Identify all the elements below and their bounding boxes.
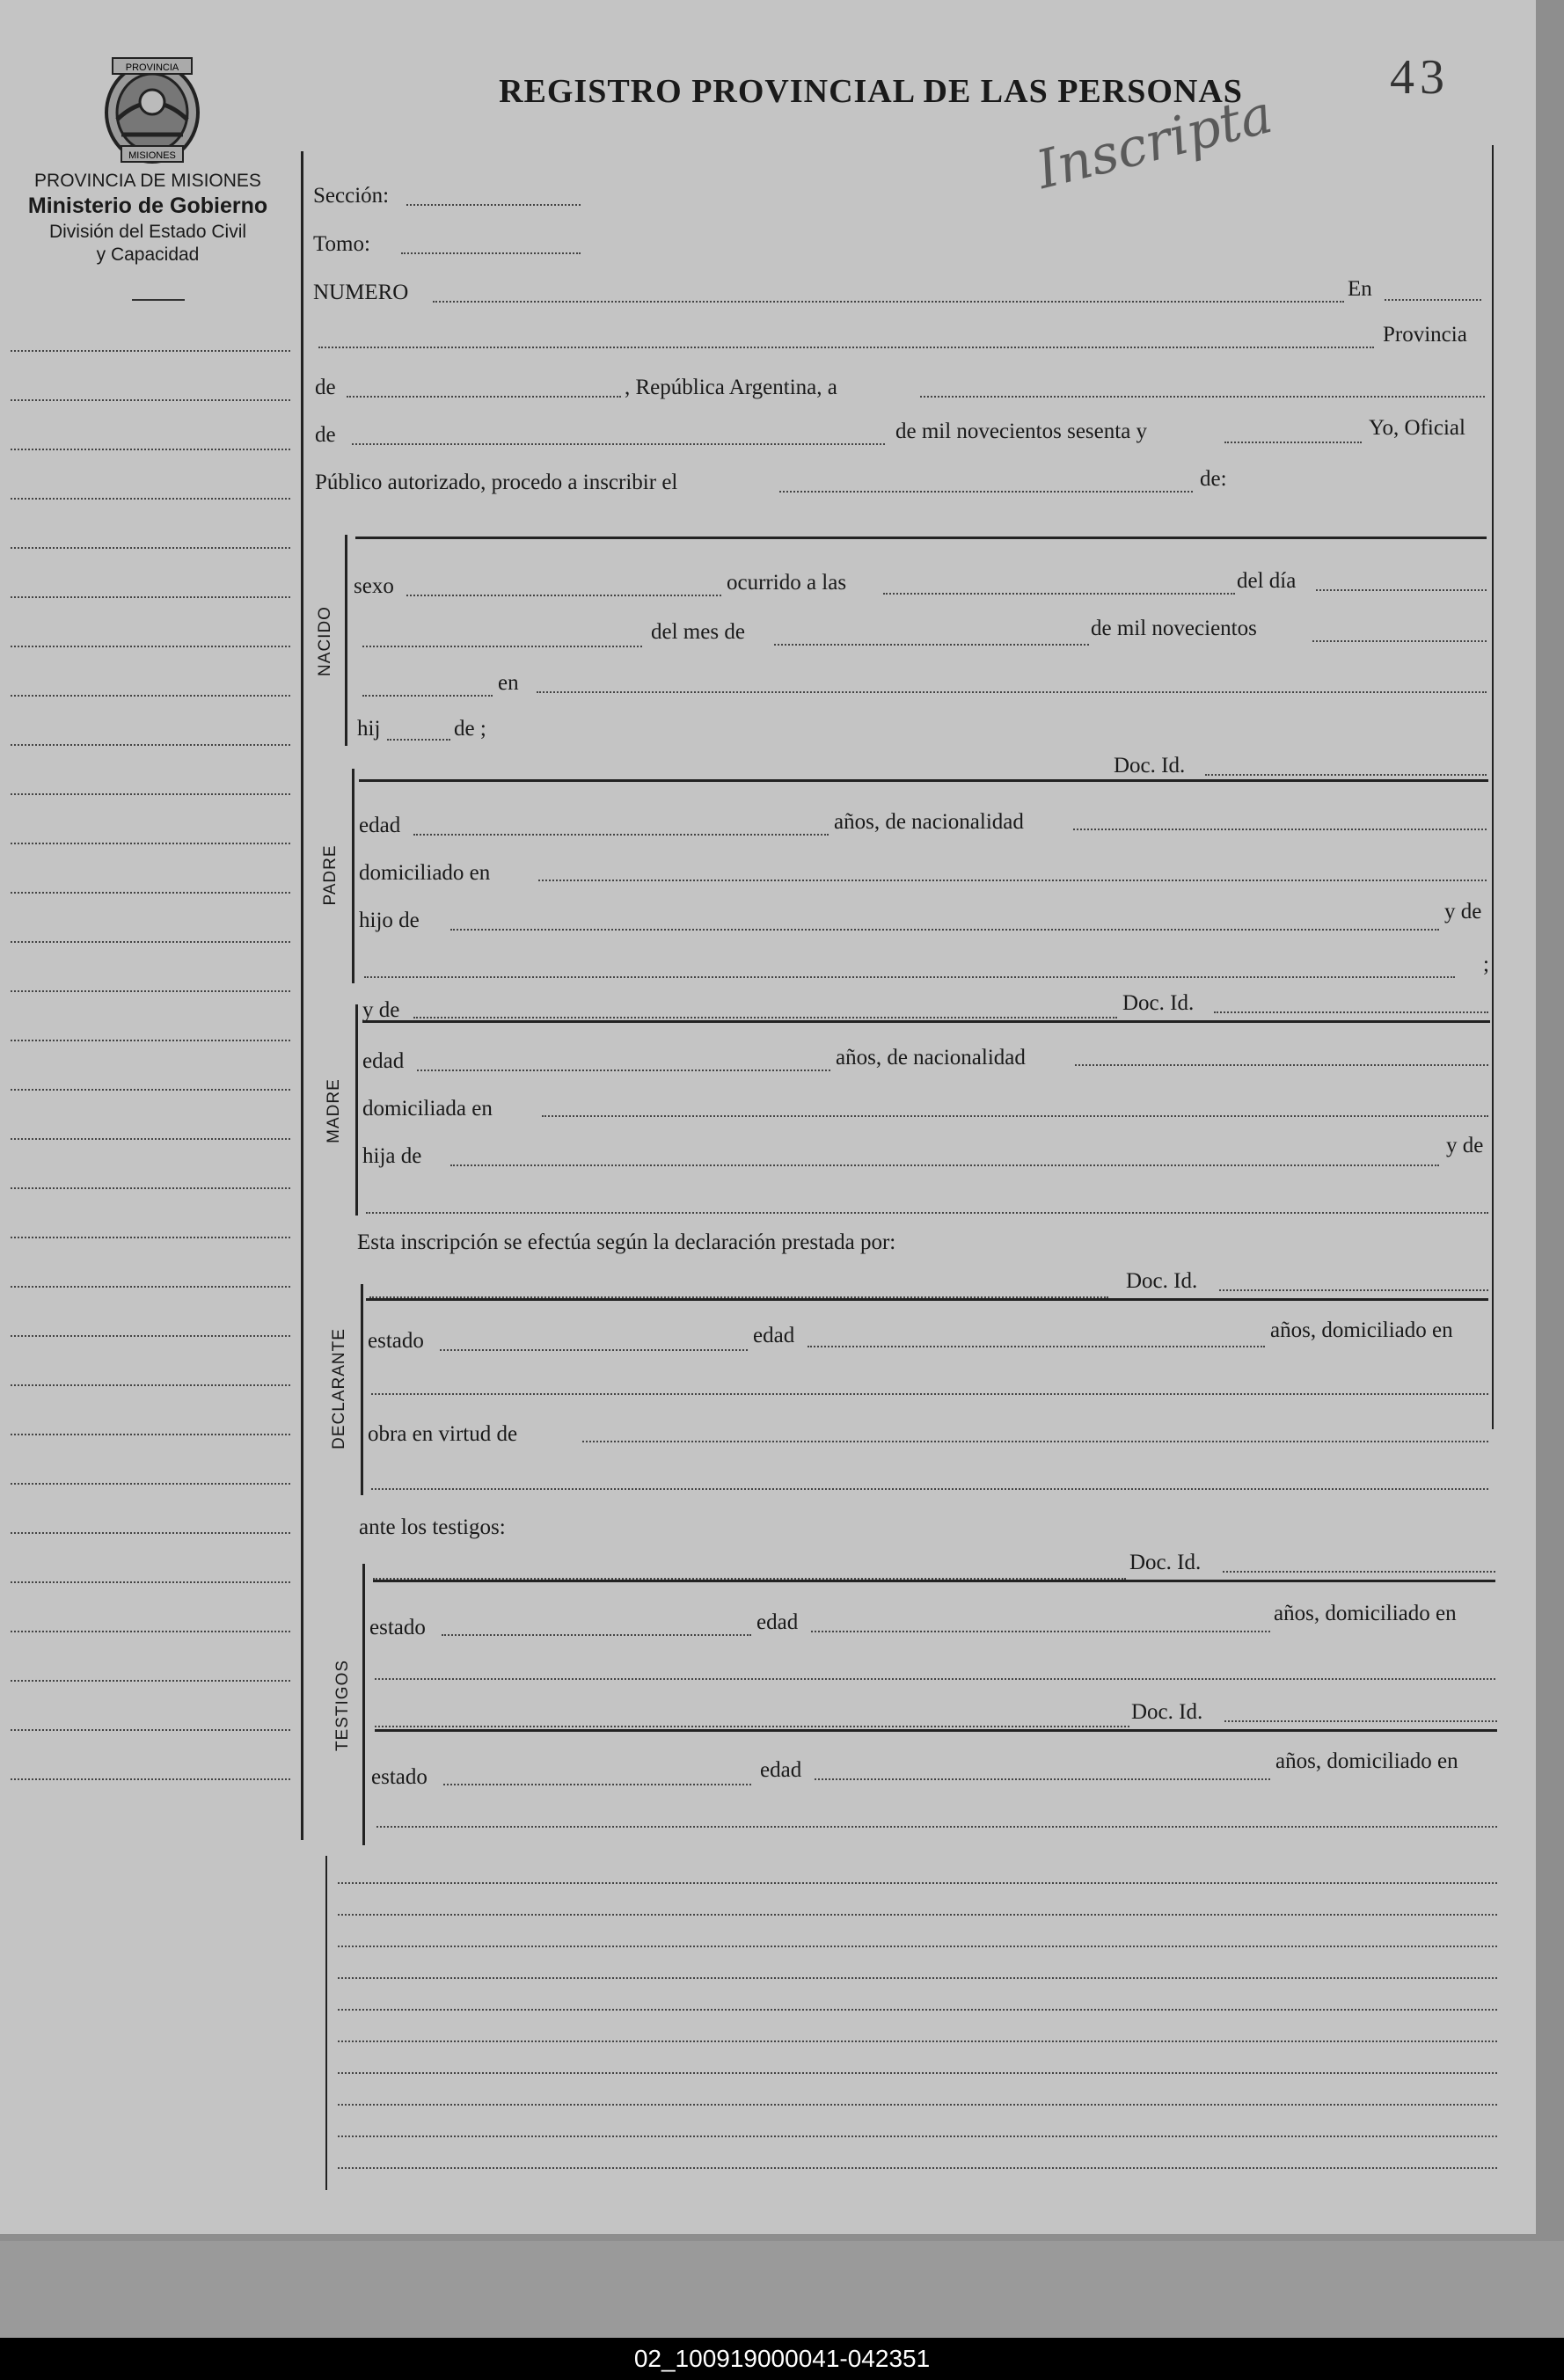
left-ruled-line[interactable] [11,1778,290,1780]
nacido-name-line[interactable] [355,537,1487,539]
testigo2-nombre-pre-field[interactable] [375,1726,1129,1727]
declaracion-text: Esta inscripción se efectúa según la declaración prestada por: [357,1230,896,1254]
notes-ruled-line[interactable] [338,2167,1497,2169]
notes-ruled-line[interactable] [338,1977,1497,1979]
testigo2-estado-label: estado [371,1765,428,1789]
testigo1-edad-label: edad [756,1610,799,1634]
madre-hija-field[interactable] [450,1164,1439,1166]
testigo1-domicilio-label: años, domiciliado en [1274,1602,1457,1625]
notes-ruled-line[interactable] [338,2041,1497,2042]
left-ruled-line[interactable] [11,449,290,450]
declarante-section-label: DECLARANTE [330,1328,348,1449]
declarante-doc-label: Doc. Id. [1126,1269,1198,1293]
sexo-field[interactable] [406,595,721,596]
dia-field[interactable] [1316,589,1487,591]
ocurrido-label: ocurrido a las [727,571,847,595]
page-number: 43 [1390,50,1450,105]
padre-semicolon: ; [1483,953,1489,976]
tomo-label: Tomo: [313,232,370,256]
left-column-divider [301,151,303,1840]
notes-ruled-line[interactable] [338,2135,1497,2137]
anio-nacimiento-field[interactable] [1312,640,1487,642]
handwritten-stamp: Inscripta [1030,84,1279,201]
publico-label: Público autorizado, procedo a inscribir el [315,471,678,494]
madre-doc-field[interactable] [1214,1011,1488,1013]
testigo2-edad-label: edad [760,1758,802,1782]
testigo2-doc-field[interactable] [1224,1720,1497,1722]
en-label: En [1348,277,1372,301]
right-edge-line [1492,145,1494,1429]
padre-y-de-field[interactable] [364,976,1455,978]
coat-of-arms-emblem [95,51,209,165]
madre-y-de-label: y de [1446,1134,1484,1157]
testigo1-name-line[interactable] [373,1580,1495,1582]
hij-de-label: de ; [454,717,486,741]
left-ruled-line[interactable] [11,990,290,992]
testigos-bracket [362,1564,365,1845]
testigos-section-label: TESTIGOS [333,1659,352,1752]
notes-ruled-line[interactable] [338,1946,1497,1947]
testigo1-domicilio-field[interactable] [375,1678,1495,1680]
testigo1-doc-label: Doc. Id. [1129,1551,1202,1574]
tomo-field[interactable] [401,252,581,254]
testigo1-edad-field[interactable] [811,1631,1270,1632]
left-ruled-line[interactable] [11,399,290,401]
declarante-estado-field[interactable] [440,1349,748,1351]
left-ruled-line[interactable] [11,744,290,746]
madre-edad-label: edad [362,1049,405,1073]
padre-nacionalidad-field[interactable] [1073,829,1487,830]
padre-domicilio-field[interactable] [538,880,1487,881]
madre-name-line[interactable] [362,1020,1490,1023]
de-label: de [315,376,336,399]
left-ruled-line[interactable] [11,1237,290,1238]
madre-bracket [355,1004,358,1216]
padre-nacionalidad-label: años, de nacionalidad [834,810,1024,834]
left-ruled-line[interactable] [11,1532,290,1534]
scan-footer [0,2338,1564,2380]
left-ruled-line[interactable] [11,646,290,647]
testigo2-edad-field[interactable] [815,1778,1270,1780]
padre-bracket [352,769,354,983]
declarante-name-line[interactable] [366,1298,1488,1301]
scan-margin [0,2241,1564,2338]
mil-novecientos-label: de mil novecientos [1091,617,1257,640]
hij-field[interactable] [387,739,450,741]
left-ruled-line[interactable] [11,1089,290,1091]
madre-y-de-start-label: y de [362,998,400,1022]
nacido-section-label: NACIDO [316,606,334,676]
seccion-label: Sección: [313,184,390,208]
madre-section-label: MADRE [325,1078,343,1143]
left-ruled-line[interactable] [11,350,290,352]
notes-ruled-line[interactable] [338,2104,1497,2106]
padre-doc-label: Doc. Id. [1114,754,1186,778]
left-ruled-line[interactable] [11,892,290,894]
padre-hijo-label: hijo de [359,909,420,932]
emblem-bottom-text: MISIONES [128,150,176,161]
en-place-field[interactable] [318,347,1374,348]
declarante-obra-label: obra en virtud de [368,1422,518,1446]
padre-domicilio-label: domiciliado en [359,861,491,885]
province-label: PROVINCIA DE MISIONES [34,171,261,191]
de-field[interactable] [347,396,621,398]
left-ruled-line[interactable] [11,1483,290,1485]
divider [132,299,185,301]
lugar-nacimiento-field[interactable] [537,691,1487,693]
en-field[interactable] [1385,299,1481,301]
madre-domicilio-field[interactable] [542,1115,1488,1117]
fecha-field[interactable] [920,396,1485,398]
left-ruled-line[interactable] [11,1187,290,1189]
mes-nacimiento-field[interactable] [774,644,1089,646]
testigo1-estado-field[interactable] [442,1634,751,1636]
testigo2-estado-field[interactable] [443,1784,751,1785]
yo-oficial-label: Yo, Oficial [1369,416,1465,440]
republica-label: , República Argentina, a [625,376,837,399]
madre-nombre-field[interactable] [413,1017,1117,1018]
numero-label: NUMERO [313,281,409,304]
declarante-bracket [361,1284,363,1495]
hij-label: hij [357,717,381,741]
madre-y-de-field[interactable] [366,1212,1488,1214]
left-ruled-line[interactable] [11,1581,290,1583]
del-dia-label: del día [1237,569,1297,593]
declarante-domicilio-label: años, domiciliado en [1270,1318,1453,1342]
del-mes-label: del mes de [651,620,745,644]
left-ruled-line[interactable] [11,695,290,697]
file-id-label: 02_100919000041-042351 [633,2345,931,2372]
padre-edad-field[interactable] [413,834,829,836]
left-ruled-line[interactable] [11,1335,290,1337]
lugar-pre-field[interactable] [362,695,493,697]
nacido-bracket [345,535,347,746]
seccion-field[interactable] [406,204,581,206]
padre-hijo-field[interactable] [450,929,1439,931]
left-ruled-line[interactable] [11,498,290,500]
left-ruled-line[interactable] [11,1729,290,1731]
padre-edad-label: edad [359,814,401,837]
left-ruled-line[interactable] [11,1434,290,1435]
left-ruled-line[interactable] [11,1384,290,1386]
testigo2-doc-label: Doc. Id. [1131,1700,1203,1724]
padre-y-de-label: y de [1444,900,1482,924]
declarante-domicilio-field[interactable] [371,1393,1488,1395]
madre-hija-label: hija de [362,1144,422,1168]
padre-doc-field[interactable] [1205,774,1487,776]
left-ruled-line[interactable] [11,843,290,844]
ministry-label: Ministerio de Gobierno [27,193,268,218]
numero-field[interactable] [433,301,1344,303]
declarante-estado-label: estado [368,1329,424,1353]
testigo1-doc-field[interactable] [1223,1571,1495,1573]
novecientos-sesenta-label: de mil novecientos sesenta y [895,420,1148,443]
en-nacido-label: en [498,671,519,695]
dia-cont-field[interactable] [362,646,642,647]
division-label-2: y Capacidad [96,245,200,265]
left-ruled-line[interactable] [11,1286,290,1288]
madre-doc-label: Doc. Id. [1122,991,1195,1015]
padre-name-line[interactable] [359,779,1488,782]
emblem-top-text: PROVINCIA [125,62,179,73]
madre-nacionalidad-field[interactable] [1075,1064,1488,1066]
madre-domicilio-label: domiciliada en [362,1097,493,1121]
provincia-label: Provincia [1383,323,1467,347]
page-title: REGISTRO PROVINCIAL DE LAS PERSONAS [499,73,1243,110]
testigo2-domicilio-label: años, domiciliado en [1275,1749,1458,1773]
padre-section-label: PADRE [321,844,340,906]
left-ruled-line[interactable] [11,1631,290,1632]
declarante-obra-field[interactable] [582,1441,1488,1442]
declarante-obra-field-2[interactable] [371,1488,1488,1490]
madre-edad-field[interactable] [417,1070,830,1071]
left-ruled-line[interactable] [11,596,290,598]
left-ruled-line[interactable] [11,793,290,795]
notes-ruled-line[interactable] [338,2072,1497,2074]
declarante-edad-label: edad [753,1324,795,1347]
testigo2-domicilio-field[interactable] [376,1826,1497,1828]
de2-label: de [315,423,336,447]
anio-field[interactable] [1224,442,1362,443]
notes-ruled-line[interactable] [338,2009,1497,2011]
de-colon-label: de: [1200,467,1227,491]
sexo-label: sexo [354,574,394,598]
left-ruled-line[interactable] [11,547,290,549]
left-ruled-line[interactable] [11,941,290,943]
declarante-doc-field[interactable] [1219,1289,1488,1291]
testigos-intro-text: ante los testigos: [359,1515,506,1539]
inscripcion-field[interactable] [779,491,1193,493]
madre-nacionalidad-label: años, de nacionalidad [836,1046,1026,1070]
testigo1-estado-label: estado [369,1616,426,1639]
left-ruled-line[interactable] [11,1040,290,1041]
testigo2-name-line[interactable] [375,1729,1497,1732]
mes-field[interactable] [352,443,885,445]
declarante-edad-field[interactable] [808,1346,1265,1347]
hora-field[interactable] [883,593,1235,595]
notes-ruled-line[interactable] [338,1882,1497,1884]
notes-ruled-line[interactable] [338,1914,1497,1916]
division-label: División del Estado Civil [48,222,247,242]
left-ruled-line[interactable] [11,1680,290,1682]
left-ruled-line[interactable] [11,1138,290,1140]
notes-divider [325,1856,327,2190]
